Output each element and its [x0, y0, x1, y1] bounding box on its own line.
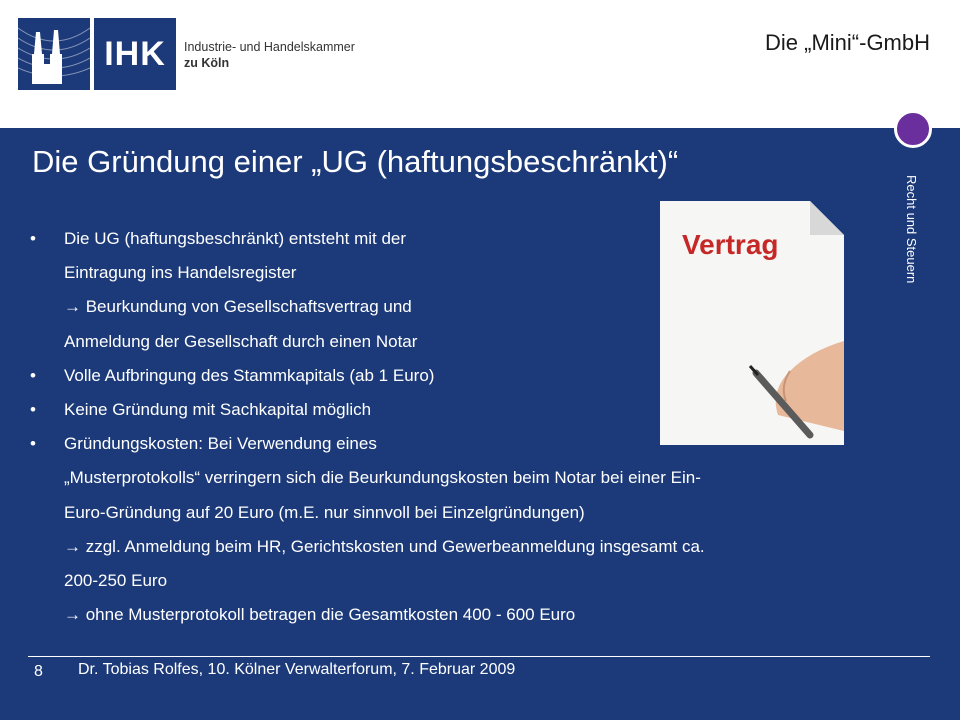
- accent-circle-icon: [894, 110, 932, 148]
- continuation-line: [30, 598, 890, 632]
- bullet-item: [30, 393, 890, 427]
- footer-divider: [28, 656, 930, 657]
- continuation-line: [30, 325, 890, 359]
- continuation-line: [30, 256, 890, 290]
- bullet-item: [30, 222, 890, 256]
- line-text: Beurkundung von Gesellschaftsvertrag und: [81, 297, 412, 317]
- line-text: zzgl. Anmeldung beim HR, Gerichtskosten und Gewerbeanmeldung insgesamt ca.: [81, 536, 705, 556]
- footer-text: Dr. Tobias Rolfes, 10. Kölner Verwalterforum, 7. Februar 2009: [78, 661, 516, 678]
- line-text: Anmeldung der Gesellschaft durch einen Notar: [64, 331, 418, 351]
- org-name-line1: Industrie- und Handelskammer: [184, 40, 355, 54]
- continuation-line: [30, 564, 890, 598]
- line-text: ohne Musterprotokoll betragen die Gesamtkosten 400 - 600 Euro: [81, 605, 576, 625]
- slide-body: [30, 222, 890, 632]
- line-text: Volle Aufbringung des Stammkapitals (ab 1 Euro): [64, 365, 435, 385]
- bullet-item: [30, 359, 890, 393]
- header-title: Die „Mini“-GmbH: [765, 30, 930, 55]
- line-text: Keine Gründung mit Sachkapital möglich: [64, 399, 372, 419]
- org-name-line2: zu Köln: [184, 56, 230, 70]
- contract-image-word: Vertrag: [682, 229, 779, 260]
- page-number: 8: [34, 663, 43, 680]
- arrow-icon: →: [64, 536, 81, 556]
- bullet-item: [30, 427, 890, 461]
- ihk-logo-text: IHK: [94, 18, 176, 90]
- cathedral-icon: [18, 18, 90, 90]
- arrow-icon: →: [64, 297, 81, 317]
- ihk-logo: [18, 18, 355, 90]
- arrow-icon: →: [64, 605, 81, 625]
- line-text: Gründungskosten: Bei Verwendung eines: [64, 434, 377, 454]
- continuation-line: [30, 290, 890, 324]
- line-text: „Musterprotokolls“ verringern sich die Beurkundungskosten beim Notar bei einer Ein-: [64, 468, 701, 488]
- continuation-line: [30, 530, 890, 564]
- continuation-line: [30, 461, 890, 495]
- line-text: Die UG (haftungsbeschränkt) entsteht mit der: [64, 229, 407, 248]
- continuation-line: [30, 496, 890, 530]
- section-label: [904, 175, 924, 315]
- line-text: 200-250 Euro: [64, 570, 168, 590]
- line-text: Eintragung ins Handelsregister: [64, 263, 297, 283]
- header-bar: [0, 0, 960, 128]
- line-text: Euro-Gründung auf 20 Euro (m.E. nur sinnvoll bei Einzelgründungen): [64, 502, 585, 522]
- slide-title: Die Gründung einer „UG (haftungsbeschränkt)“: [32, 144, 679, 179]
- section-label-text: Recht und Steuern: [904, 175, 919, 284]
